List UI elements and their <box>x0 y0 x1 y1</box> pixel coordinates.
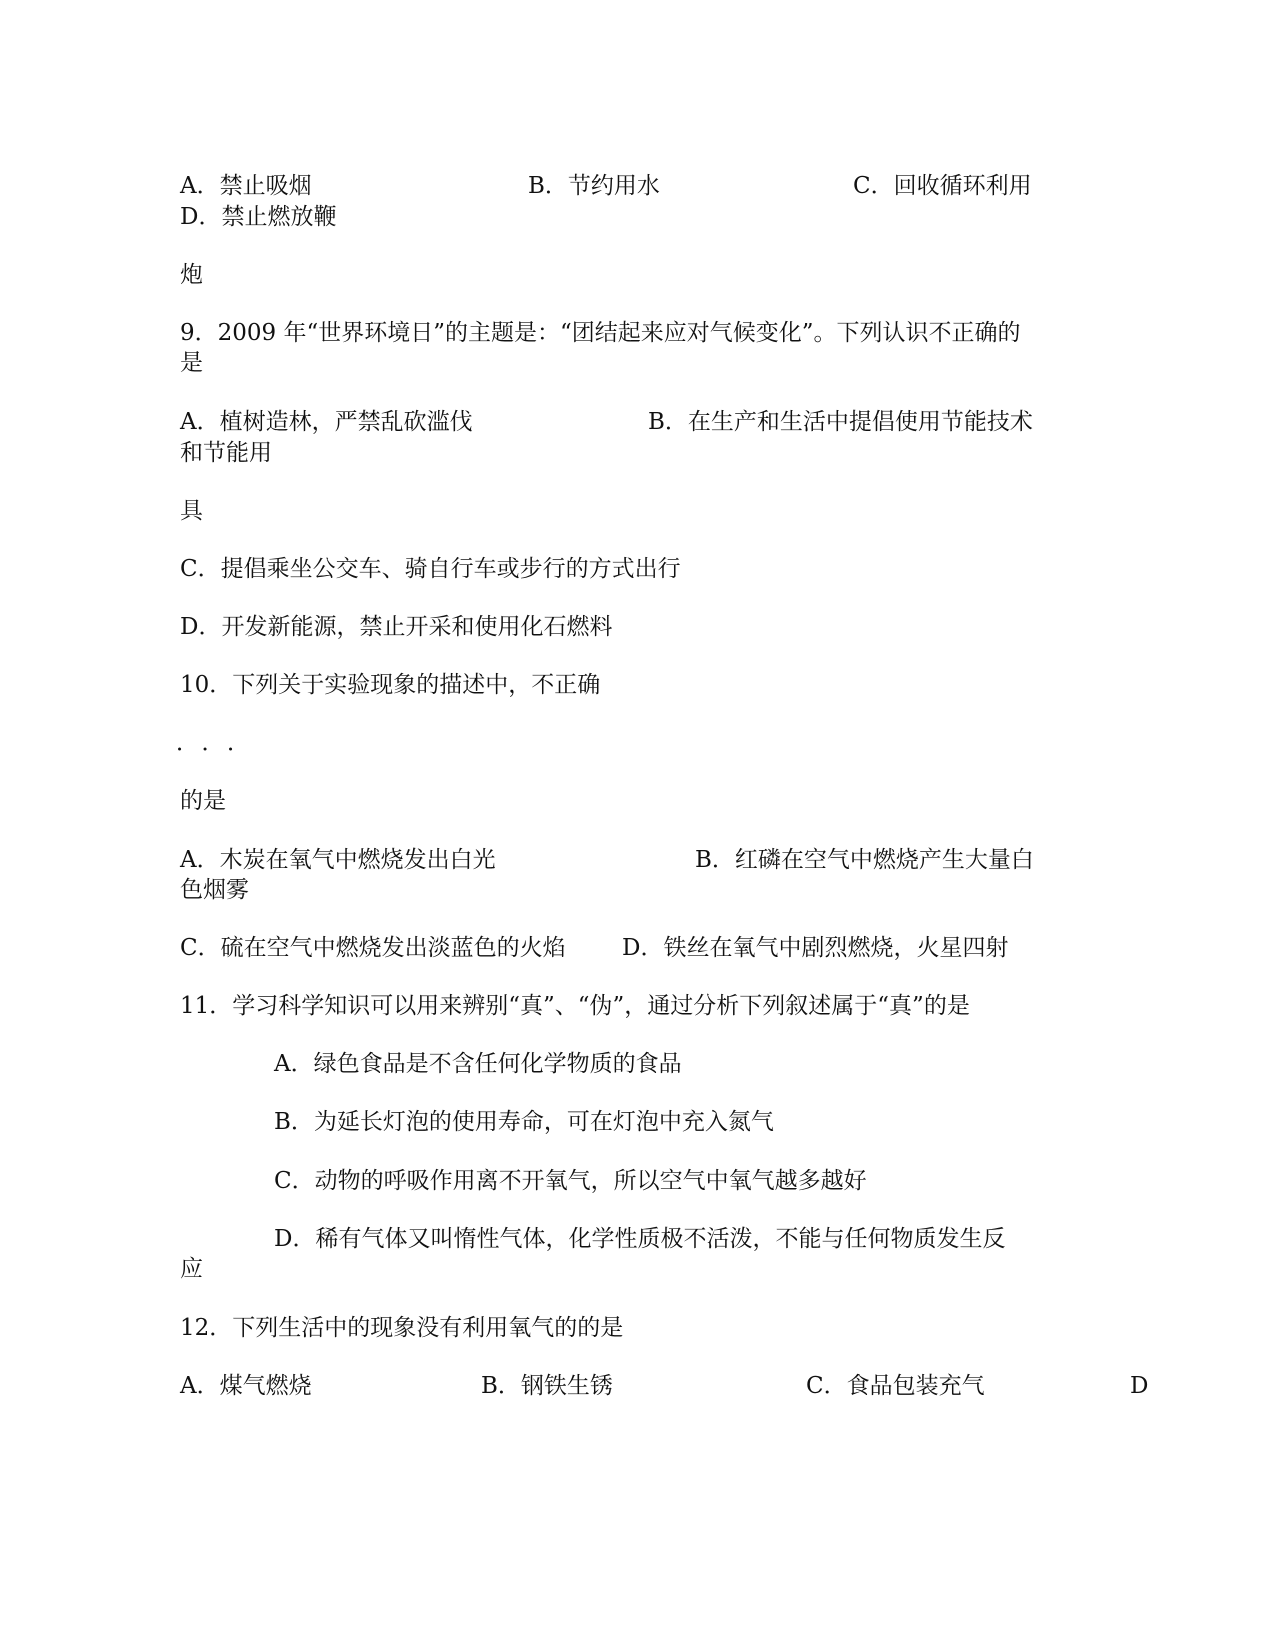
q8-option-c: C．回收循环利用 <box>853 173 1032 199</box>
q12-option-b: B．钢铁生锈 <box>481 1373 613 1399</box>
q9-option-c: C．提倡乘坐公交车、骑自行车或步行的方式出行 <box>180 556 681 582</box>
q11-stem: 11．学习科学知识可以用来辨别“真”、“伪”，通过分析下列叙述属于“真”的是 <box>180 993 970 1019</box>
q8-option-b: B．节约用水 <box>528 173 660 199</box>
q11-option-b: B．为延长灯泡的使用寿命，可在灯泡中充入氮气 <box>274 1109 774 1135</box>
q10-option-c: C．硫在空气中燃烧发出淡蓝色的火焰 <box>180 935 566 961</box>
q10-option-a: A．木炭在氧气中燃烧发出白光 <box>180 847 496 873</box>
q8-option-d-continuation: 炮 <box>180 262 203 288</box>
q10-option-b: B．红磷在空气中燃烧产生大量白 <box>695 847 1034 873</box>
q8-option-d: D．禁止燃放鞭 <box>180 204 337 230</box>
q12-stem: 12．下列生活中的现象没有利用氧气的的是 <box>180 1315 624 1341</box>
q11-option-d-continuation: 应 <box>180 1256 203 1282</box>
q9-option-d: D．开发新能源，禁止开采和使用化石燃料 <box>180 614 613 640</box>
q11-option-a: A．绿色食品是不含任何化学物质的食品 <box>274 1051 682 1077</box>
q10-option-d: D．铁丝在氧气中剧烈燃烧，火星四射 <box>622 935 1009 961</box>
q9-stem: 9．2009 年“世界环境日”的主题是：“团结起来应对气候变化”。下列认识不正确的 <box>180 320 1021 346</box>
q12-option-a: A．煤气燃烧 <box>180 1373 312 1399</box>
q9-option-a: A．植树造林，严禁乱砍滥伐 <box>180 409 473 435</box>
q11-option-d: D．稀有气体又叫惰性气体，化学性质极不活泼，不能与任何物质发生反 <box>274 1226 1006 1252</box>
q11-option-c: C．动物的呼吸作用离不开氧气，所以空气中氧气越多越好 <box>274 1168 867 1194</box>
q12-option-c: C．食品包装充气 <box>806 1373 985 1399</box>
q12-option-d: D <box>1130 1373 1149 1399</box>
q10-stem: 10．下列关于实验现象的描述中，不正确 <box>180 672 601 698</box>
q10-emphasis-dots: ．．． <box>176 730 264 756</box>
q10-option-b-continuation: 色烟雾 <box>180 877 249 903</box>
q10-stem-continuation: 的是 <box>180 788 226 814</box>
q9-option-b: B．在生产和生活中提倡使用节能技术 <box>648 409 1033 435</box>
q9-stem-continuation: 是 <box>180 350 203 376</box>
q9-option-b-continuation-2: 具 <box>180 498 203 524</box>
q9-option-b-continuation: 和节能用 <box>180 440 272 466</box>
q8-option-a: A．禁止吸烟 <box>180 173 312 199</box>
